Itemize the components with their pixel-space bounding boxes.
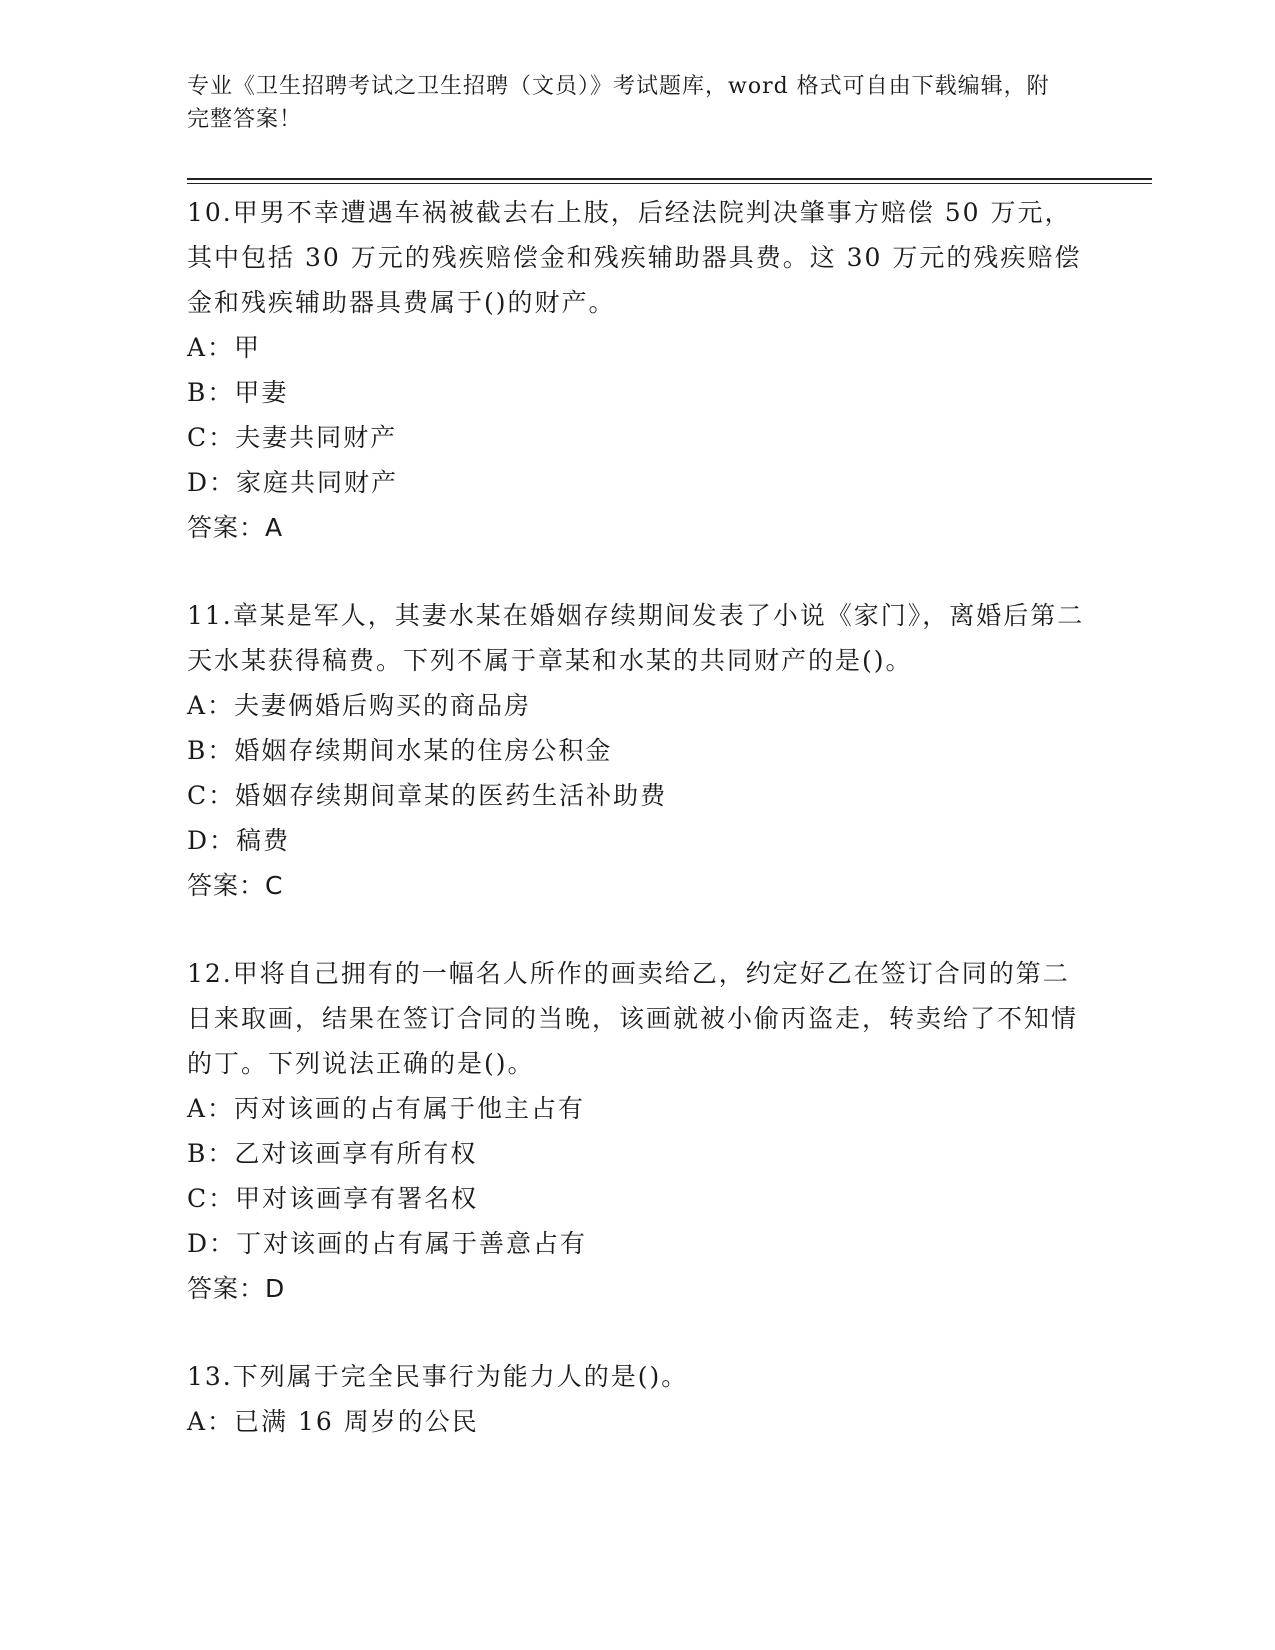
question-10: [187, 190, 1087, 551]
answer-label: 答案：A: [187, 513, 284, 542]
document-header: [187, 70, 1067, 136]
option-a: A：夫妻俩婚后购买的商品房: [187, 691, 532, 720]
question-text: 12.甲将自己拥有的一幅名人所作的画卖给乙，约定好乙在签订合同的第二日来取画，结果在签订合同的当晚，该画就被小偷丙盗走，转卖给了不知情的丁。下列说法正确的是()。: [187, 959, 1079, 1078]
option-b: B：婚姻存续期间水某的住房公积金: [187, 736, 613, 765]
question-list: [187, 190, 1087, 1486]
option-d: D：丁对该画的占有属于善意占有: [187, 1229, 588, 1258]
option-b: B：甲妻: [187, 378, 289, 407]
question-text: 10.甲男不幸遭遇车祸被截去右上肢，后经法院判决肇事方赔偿 50 万元，其中包括 30 万元的残疾赔偿金和残疾辅助器具费。这 30 万元的残疾赔偿金和残疾辅助器具费属于()的财产。: [187, 198, 1082, 317]
option-d: D：家庭共同财产: [187, 468, 399, 497]
question-text: 11.章某是军人，其妻水某在婚姻存续期间发表了小说《家门》，离婚后第二天水某获得稿费。下列不属于章某和水某的共同财产的是()。: [187, 601, 1085, 675]
header-intro: 专业《卫生招聘考试之卫生招聘（文员）》考试题库，word 格式可自由下载编辑，附完整答案！: [187, 74, 1050, 132]
option-c: C：甲对该画享有署名权: [187, 1184, 479, 1213]
header-divider-thick: [187, 178, 1152, 180]
answer-label: 答案：D: [187, 1274, 286, 1303]
question-13: [187, 1354, 1087, 1444]
question-text: 13.下列属于完全民事行为能力人的是()。: [187, 1362, 689, 1391]
question-11: [187, 593, 1087, 909]
option-d: D：稿费: [187, 826, 291, 855]
question-12: [187, 951, 1087, 1312]
option-c: C：婚姻存续期间章某的医药生活补助费: [187, 781, 668, 810]
option-b: B：乙对该画享有所有权: [187, 1139, 478, 1168]
option-a: A：甲: [187, 333, 262, 362]
option-c: C：夫妻共同财产: [187, 423, 398, 452]
option-a: A：丙对该画的占有属于他主占有: [187, 1094, 586, 1123]
option-a: A：已满 16 周岁的公民: [187, 1407, 479, 1436]
answer-label: 答案：C: [187, 871, 284, 900]
header-divider-thin: [187, 183, 1152, 184]
